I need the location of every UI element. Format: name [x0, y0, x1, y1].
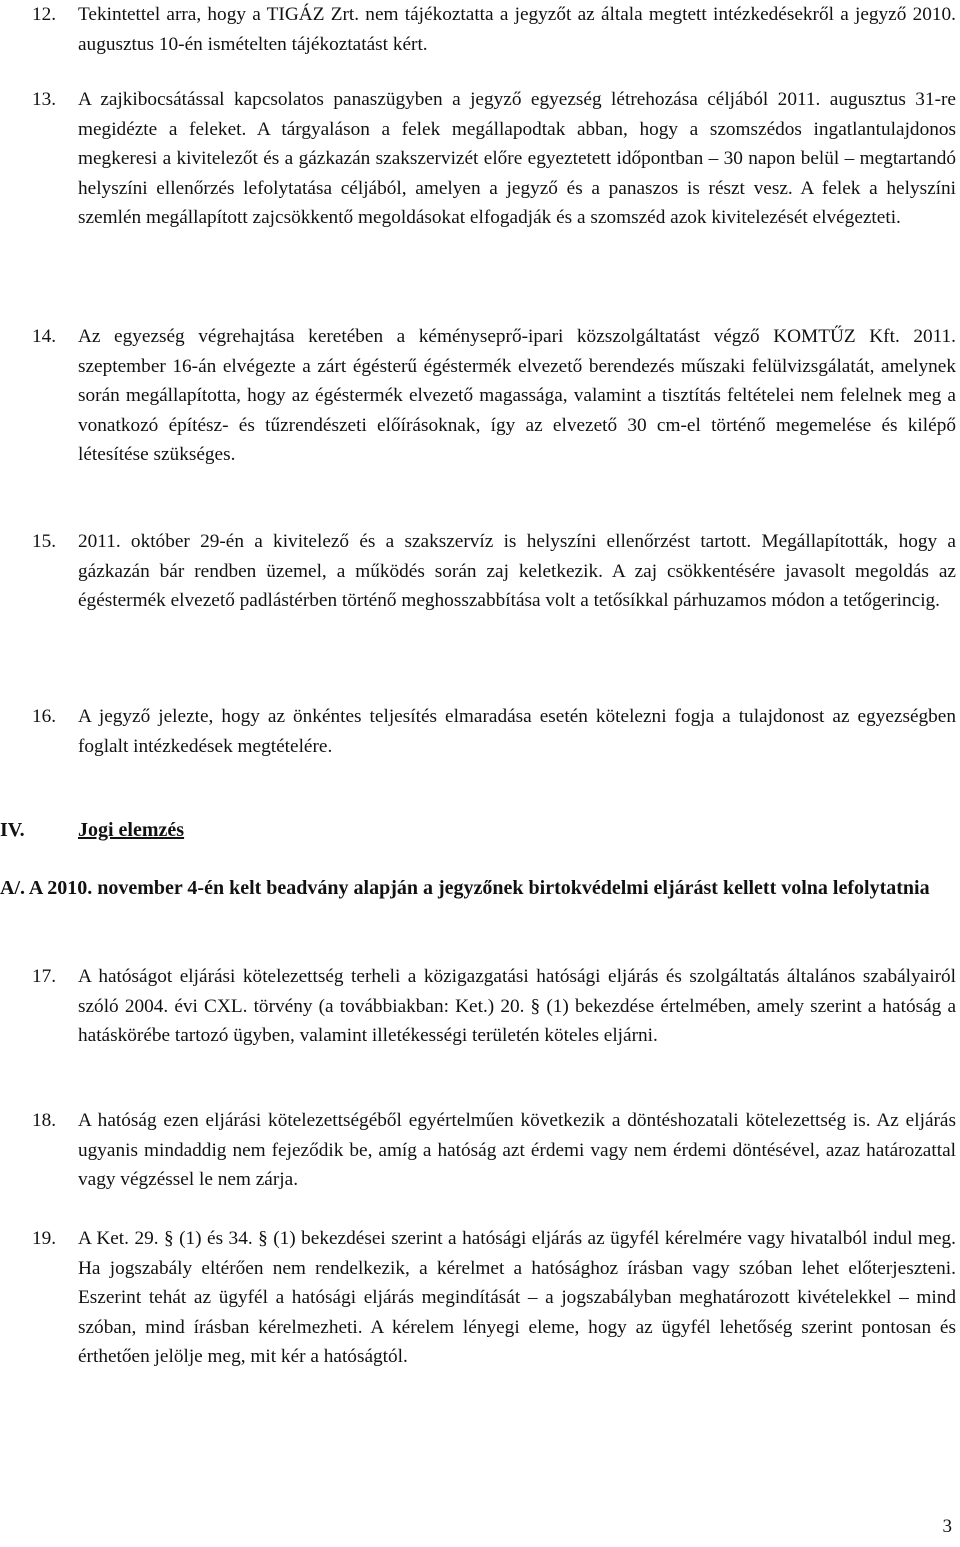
list-item-14 — [32, 322, 956, 470]
list-item-17 — [32, 962, 956, 1051]
list-item-12 — [32, 0, 956, 59]
item-number: 12. — [32, 4, 57, 25]
section-title: Jogi elemzés — [78, 819, 185, 841]
section-heading — [0, 816, 184, 846]
page-number: 3 — [942, 1515, 952, 1537]
item-text: A hatóság ezen eljárási kötelezettségéből egyértelműen következik a döntéshozatali kötelezettség is. Az eljárás ugyanis mindaddig nem fejeződik be, amíg a hatóság azt érdemi vagy nem érdemi döntésével, azaz határozattal vagy végzéssel le nem zárja. — [78, 1110, 956, 1190]
list-item-18 — [32, 1106, 956, 1195]
item-text: A hatóságot eljárási kötelezettség terheli a közigazgatási hatósági eljárás és szolgáltatás általános szabályairól szóló 2004. évi CXL. törvény (a továbbiakban: Ket.) 20. § (1) bekezdése értelmében, amely szerint a hatóság a hatáskörébe tartozó ügyben, valamint illetékességi területén köteles eljárni. — [78, 966, 956, 1046]
item-number: 17. — [32, 966, 57, 987]
item-text: Tekintettel arra, hogy a TIGÁZ Zrt. nem tájékoztatta a jegyzőt az általa megtett intézkedésekről a jegyző 2010. augusztus 10-én ismételten tájékoztatást kért. — [78, 4, 956, 55]
item-number: 14. — [32, 326, 57, 347]
list-item-13 — [32, 85, 956, 233]
list-item-16 — [32, 702, 956, 761]
item-number: 18. — [32, 1110, 57, 1131]
item-text: Az egyezség végrehajtása keretében a kéményseprő-ipari közszolgáltatást végző KOMTŰZ Kft. 2011. szeptember 16-án elvégezte a zárt égésterű égéstermék elvezető berendezés műszaki felülvizsgálatát, amelynek során megállapította, hogy az égéstermék elvezető magassága, valamint a tisztítás feltételei nem felelnek meg a vonatkozó építész- és tűzrendészeti előírásoknak, így az elvezető 30 cm-el történő megemelése és kilépő létesítése szükséges. — [78, 326, 956, 465]
item-number: 15. — [32, 531, 57, 552]
list-item-19 — [32, 1224, 956, 1372]
item-text: A zajkibocsátással kapcsolatos panaszügyben a jegyző egyezség létrehozása céljából 2011. augusztus 31-re megidézte a feleket. A tárgyaláson a felek megállapodtak abban, hogy a szomszédos ingatlantulajdonos megkeresi a kivitelezőt és a gázkazán szakszervizét előre egyeztetett időpontban – 30 napon belül – megtartandó helyszíni ellenőrzés lefolytatása céljából, amelyen a jegyző és a panaszos is részt vesz. A felek a helyszíni szemlén megállapított zajcsökkentő megoldásokat elfogadják és a szomszéd azok kivitelezését elvégezteti. — [78, 89, 956, 228]
item-number: 19. — [32, 1228, 57, 1249]
section-number: IV. — [0, 819, 25, 841]
item-text: A Ket. 29. § (1) és 34. § (1) bekezdései szerint a hatósági eljárás az ügyfél kérelmére vagy hivatalból indul meg. Ha jogszabály eltérően nem rendelkezik, a kérelmet a hatósághoz írásban vagy szóban lehet előterjeszteni. Eszerint tehát az ügyfél a hatósági eljárás megindítását – a jogszabályban meghatározott kivételekkel – mind szóban, mind írásban kérelmezheti. A kérelem lényegi eleme, hogy az ügyfél lehetőség szerint pontosan és érthetően jelölje meg, mit kér a hatóságtól. — [78, 1228, 956, 1367]
item-text: 2011. október 29-én a kivitelező és a szakszervíz is helyszíni ellenőrzést tartott. Megállapították, hogy a gázkazán bár rendben üzemel, a működés során zaj keletkezik. A zaj csökkentésére javasolt megoldás az égéstermék elvezető padlástérben történő meghosszabbítása volt a tetősíkkal párhuzamos módon a tetőgerincig. — [78, 531, 956, 611]
item-number: 13. — [32, 89, 57, 110]
item-number: 16. — [32, 706, 57, 727]
subsection-heading: A/. A 2010. november 4-én kelt beadvány alapján a jegyzőnek birtokvédelmi eljárást kellett volna lefolytatnia — [0, 877, 930, 899]
item-text: A jegyző jelezte, hogy az önkéntes teljesítés elmaradása esetén kötelezni fogja a tulajdonost az egyezségben foglalt intézkedések megtételére. — [78, 706, 956, 757]
list-item-15 — [32, 527, 956, 616]
